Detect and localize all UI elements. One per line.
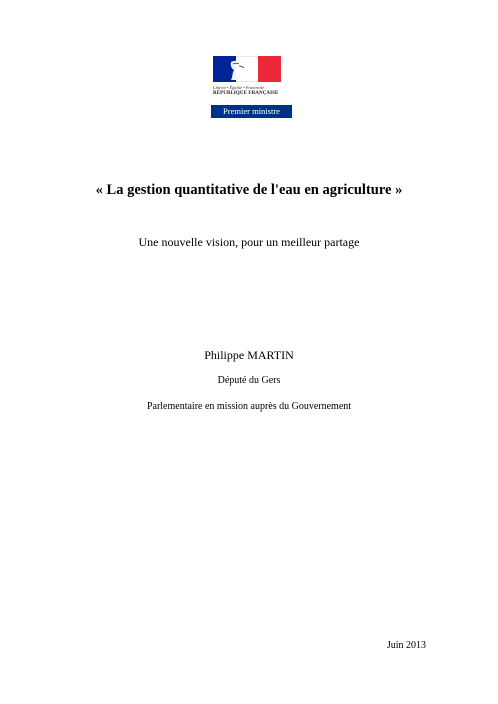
premier-ministre-label: Premier ministre bbox=[211, 105, 292, 118]
document-subtitle: Une nouvelle vision, pour un meilleur partage bbox=[138, 235, 360, 249]
marianne-profile-icon bbox=[225, 58, 267, 82]
republique-francaise-logo bbox=[211, 56, 292, 118]
logo-motto: Liberté • Égalité • Fraternité bbox=[213, 85, 264, 90]
document-title: « La gestion quantitative de l'eau en agriculture » bbox=[95, 182, 403, 198]
document-date: Juin 2013 bbox=[386, 640, 426, 651]
author-role-mission: Parlementaire en mission auprès du Gouvernement bbox=[146, 401, 352, 412]
author-role-deputy: Député du Gers bbox=[217, 375, 281, 386]
logo-republique: RÉPUBLIQUE FRANÇAISE bbox=[213, 91, 279, 96]
author-name: Philippe MARTIN bbox=[204, 348, 294, 362]
